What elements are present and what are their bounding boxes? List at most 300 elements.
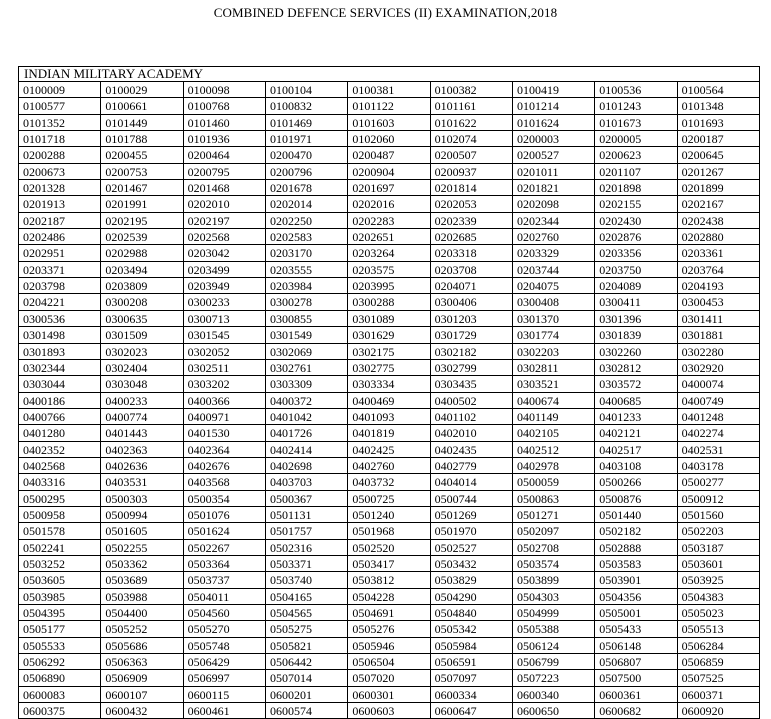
roll-number-cell: 0100382 xyxy=(431,82,513,98)
roll-number-cell: 0403108 xyxy=(595,458,677,474)
roll-number-cell: 0101460 xyxy=(184,115,266,131)
roll-number-cell: 0503985 xyxy=(19,589,101,605)
roll-number-cell: 0500994 xyxy=(101,507,183,523)
roll-number-cell: 0505270 xyxy=(184,621,266,637)
roll-number-cell: 0503812 xyxy=(348,572,430,588)
roll-number-cell: 0203995 xyxy=(348,278,430,294)
table-row xyxy=(19,344,759,360)
roll-number-cell: 0100009 xyxy=(19,82,101,98)
roll-number-cell: 0202197 xyxy=(184,213,266,229)
roll-number-cell: 0200464 xyxy=(184,147,266,163)
roll-number-cell: 0503737 xyxy=(184,572,266,588)
roll-number-cell: 0500744 xyxy=(431,491,513,507)
roll-number-cell: 0200003 xyxy=(513,131,595,147)
roll-number-cell: 0502203 xyxy=(678,523,759,539)
roll-number-cell: 0300713 xyxy=(184,311,266,327)
roll-number-cell: 0203809 xyxy=(101,278,183,294)
roll-number-cell: 0402121 xyxy=(595,425,677,441)
roll-number-cell: 0506284 xyxy=(678,638,759,654)
roll-number-cell: 0402636 xyxy=(101,458,183,474)
table-row xyxy=(19,572,759,588)
roll-number-cell: 0202195 xyxy=(101,213,183,229)
table-row xyxy=(19,164,759,180)
roll-number-cell: 0402676 xyxy=(184,458,266,474)
table-row xyxy=(19,605,759,621)
roll-number-cell: 0402414 xyxy=(266,442,348,458)
roll-number-cell: 0502520 xyxy=(348,540,430,556)
roll-number-cell: 0402435 xyxy=(431,442,513,458)
roll-number-cell: 0100577 xyxy=(19,98,101,114)
roll-number-cell: 0203494 xyxy=(101,262,183,278)
roll-number-cell: 0502241 xyxy=(19,540,101,556)
roll-number-cell: 0504383 xyxy=(678,589,759,605)
roll-number-cell: 0202685 xyxy=(431,229,513,245)
roll-number-cell: 0504565 xyxy=(266,605,348,621)
roll-number-cell: 0203750 xyxy=(595,262,677,278)
roll-number-cell: 0500303 xyxy=(101,491,183,507)
roll-number-cell: 0201697 xyxy=(348,180,430,196)
roll-number-cell: 0506363 xyxy=(101,654,183,670)
roll-number-cell: 0402978 xyxy=(513,458,595,474)
roll-number-cell: 0302761 xyxy=(266,360,348,376)
roll-number-cell: 0504290 xyxy=(431,589,513,605)
roll-number-cell: 0501131 xyxy=(266,507,348,523)
roll-number-cell: 0301549 xyxy=(266,327,348,343)
roll-number-cell: 0501271 xyxy=(513,507,595,523)
roll-number-cell: 0200795 xyxy=(184,164,266,180)
roll-number-cell: 0503583 xyxy=(595,556,677,572)
roll-number-cell: 0507097 xyxy=(431,670,513,686)
roll-number-cell: 0502708 xyxy=(513,540,595,556)
roll-number-cell: 0500725 xyxy=(348,491,430,507)
roll-number-cell: 0301089 xyxy=(348,311,430,327)
roll-number-cell: 0504691 xyxy=(348,605,430,621)
roll-number-cell: 0202283 xyxy=(348,213,430,229)
roll-number-cell: 0303044 xyxy=(19,376,101,392)
roll-number-cell: 0301545 xyxy=(184,327,266,343)
roll-number-cell: 0201328 xyxy=(19,180,101,196)
table-row xyxy=(19,589,759,605)
roll-number-cell: 0503252 xyxy=(19,556,101,572)
roll-number-cell: 0505177 xyxy=(19,621,101,637)
table-row xyxy=(19,360,759,376)
roll-number-cell: 0506148 xyxy=(595,638,677,654)
roll-number-cell: 0600432 xyxy=(101,703,183,719)
roll-number-cell: 0203575 xyxy=(348,262,430,278)
roll-number-cell: 0501968 xyxy=(348,523,430,539)
roll-number-cell: 0503605 xyxy=(19,572,101,588)
roll-number-cell: 0506799 xyxy=(513,654,595,670)
roll-number-cell: 0600115 xyxy=(184,687,266,703)
roll-number-cell: 0501970 xyxy=(431,523,513,539)
roll-number-cell: 0503417 xyxy=(348,556,430,572)
roll-number-cell: 0203764 xyxy=(678,262,759,278)
roll-number-cell: 0101971 xyxy=(266,131,348,147)
table-row xyxy=(19,278,759,294)
roll-number-cell: 0100536 xyxy=(595,82,677,98)
roll-number-cell: 0503187 xyxy=(678,540,759,556)
roll-number-cell: 0402517 xyxy=(595,442,677,458)
roll-number-cell: 0100661 xyxy=(101,98,183,114)
roll-number-cell: 0500266 xyxy=(595,474,677,490)
roll-number-cell: 0204193 xyxy=(678,278,759,294)
roll-number-cell: 0505686 xyxy=(101,638,183,654)
roll-number-cell: 0201991 xyxy=(101,196,183,212)
roll-number-cell: 0402274 xyxy=(678,425,759,441)
roll-number-cell: 0503574 xyxy=(513,556,595,572)
table-row xyxy=(19,687,759,703)
roll-number-cell: 0300453 xyxy=(678,294,759,310)
roll-number-cell: 0400074 xyxy=(678,376,759,392)
roll-number-cell: 0507500 xyxy=(595,670,677,686)
roll-number-cell: 0302511 xyxy=(184,360,266,376)
roll-number-cell: 0402568 xyxy=(19,458,101,474)
roll-number-cell: 0203264 xyxy=(348,245,430,261)
roll-number-cell: 0502267 xyxy=(184,540,266,556)
roll-number-cell: 0301881 xyxy=(678,327,759,343)
roll-number-cell: 0600301 xyxy=(348,687,430,703)
roll-number-cell: 0600083 xyxy=(19,687,101,703)
roll-number-cell: 0401530 xyxy=(184,425,266,441)
roll-number-cell: 0101788 xyxy=(101,131,183,147)
roll-number-cell: 0201814 xyxy=(431,180,513,196)
table-row xyxy=(19,703,759,719)
roll-number-cell: 0101469 xyxy=(266,115,348,131)
roll-number-cell: 0505533 xyxy=(19,638,101,654)
roll-number-cell: 0202760 xyxy=(513,229,595,245)
roll-number-cell: 0401233 xyxy=(595,409,677,425)
roll-number-cell: 0200005 xyxy=(595,131,677,147)
roll-number-cell: 0302404 xyxy=(101,360,183,376)
roll-number-cell: 0202339 xyxy=(431,213,513,229)
roll-number-cell: 0302052 xyxy=(184,344,266,360)
roll-number-cell: 0201678 xyxy=(266,180,348,196)
table-row xyxy=(19,311,759,327)
roll-number-cell: 0202098 xyxy=(513,196,595,212)
roll-number-cell: 0200527 xyxy=(513,147,595,163)
roll-number-cell: 0200507 xyxy=(431,147,513,163)
roll-number-cell: 0302775 xyxy=(348,360,430,376)
roll-number-cell: 0404014 xyxy=(431,474,513,490)
roll-number-cell: 0503601 xyxy=(678,556,759,572)
roll-number-cell: 0204221 xyxy=(19,294,101,310)
roll-number-cell: 0203949 xyxy=(184,278,266,294)
roll-number-cell: 0502888 xyxy=(595,540,677,556)
roll-number-cell: 0503740 xyxy=(266,572,348,588)
roll-number-cell: 0505748 xyxy=(184,638,266,654)
roll-number-cell: 0503432 xyxy=(431,556,513,572)
roll-number-cell: 0202053 xyxy=(431,196,513,212)
roll-number-cell: 0203984 xyxy=(266,278,348,294)
roll-number-cell: 0101936 xyxy=(184,131,266,147)
roll-number-cell: 0202988 xyxy=(101,245,183,261)
roll-number-cell: 0600682 xyxy=(595,703,677,719)
roll-number-cell: 0600574 xyxy=(266,703,348,719)
roll-number-cell: 0301396 xyxy=(595,311,677,327)
roll-number-cell: 0501757 xyxy=(266,523,348,539)
roll-number-cell: 0505252 xyxy=(101,621,183,637)
roll-number-cell: 0501624 xyxy=(184,523,266,539)
roll-number-cell: 0504303 xyxy=(513,589,595,605)
roll-number-cell: 0402352 xyxy=(19,442,101,458)
roll-number-cell: 0300411 xyxy=(595,294,677,310)
roll-number-cell: 0402512 xyxy=(513,442,595,458)
table-row xyxy=(19,507,759,523)
roll-number-cell: 0403568 xyxy=(184,474,266,490)
roll-number-cell: 0301774 xyxy=(513,327,595,343)
roll-number-cell: 0300233 xyxy=(184,294,266,310)
roll-number-cell: 0101348 xyxy=(678,98,759,114)
roll-number-cell: 0506859 xyxy=(678,654,759,670)
roll-number-cell: 0101352 xyxy=(19,115,101,131)
roll-number-cell: 0202539 xyxy=(101,229,183,245)
roll-number-cell: 0400971 xyxy=(184,409,266,425)
roll-number-cell: 0402105 xyxy=(513,425,595,441)
roll-number-cell: 0301203 xyxy=(431,311,513,327)
roll-number-cell: 0202876 xyxy=(595,229,677,245)
table-row xyxy=(19,327,759,343)
roll-number-cell: 0200487 xyxy=(348,147,430,163)
roll-number-cell: 0401042 xyxy=(266,409,348,425)
roll-number-cell: 0101673 xyxy=(595,115,677,131)
roll-number-cell: 0102060 xyxy=(348,131,430,147)
roll-number-cell: 0201467 xyxy=(101,180,183,196)
roll-number-cell: 0202187 xyxy=(19,213,101,229)
roll-number-cell: 0101718 xyxy=(19,131,101,147)
roll-number-cell: 0401280 xyxy=(19,425,101,441)
roll-number-cell: 0301729 xyxy=(431,327,513,343)
roll-number-cell: 0401093 xyxy=(348,409,430,425)
roll-number-cell: 0600920 xyxy=(678,703,759,719)
roll-number-cell: 0300278 xyxy=(266,294,348,310)
roll-number-cell: 0400685 xyxy=(595,393,677,409)
roll-number-cell: 0303572 xyxy=(595,376,677,392)
roll-number-cell: 0201107 xyxy=(595,164,677,180)
roll-number-cell: 0505275 xyxy=(266,621,348,637)
roll-number-cell: 0100104 xyxy=(266,82,348,98)
roll-number-cell: 0203042 xyxy=(184,245,266,261)
roll-number-cell: 0503988 xyxy=(101,589,183,605)
roll-number-cell: 0200470 xyxy=(266,147,348,163)
roll-number-cell: 0301893 xyxy=(19,344,101,360)
roll-number-cell: 0500354 xyxy=(184,491,266,507)
roll-number-cell: 0300408 xyxy=(513,294,595,310)
roll-number-cell: 0101122 xyxy=(348,98,430,114)
roll-number-cell: 0504400 xyxy=(101,605,183,621)
roll-number-cell: 0600201 xyxy=(266,687,348,703)
roll-number-cell: 0506429 xyxy=(184,654,266,670)
roll-number-cell: 0200455 xyxy=(101,147,183,163)
roll-number-cell: 0203329 xyxy=(513,245,595,261)
roll-number-cell: 0507525 xyxy=(678,670,759,686)
roll-number-cell: 0303309 xyxy=(266,376,348,392)
table-row xyxy=(19,131,759,147)
roll-number-cell: 0200288 xyxy=(19,147,101,163)
roll-number-cell: 0501578 xyxy=(19,523,101,539)
roll-number-cell: 0202486 xyxy=(19,229,101,245)
roll-number-cell: 0506909 xyxy=(101,670,183,686)
roll-number-cell: 0302203 xyxy=(513,344,595,360)
table-row xyxy=(19,82,759,98)
roll-number-cell: 0300855 xyxy=(266,311,348,327)
table-row xyxy=(19,376,759,392)
roll-number-cell: 0506504 xyxy=(348,654,430,670)
roll-number-cell: 0600361 xyxy=(595,687,677,703)
roll-number-cell: 0100832 xyxy=(266,98,348,114)
roll-number-cell: 0600603 xyxy=(348,703,430,719)
roll-number-cell: 0203798 xyxy=(19,278,101,294)
roll-number-cell: 0302023 xyxy=(101,344,183,360)
roll-number-cell: 0202010 xyxy=(184,196,266,212)
roll-number-cell: 0303435 xyxy=(431,376,513,392)
roll-number-cell: 0502527 xyxy=(431,540,513,556)
roll-number-cell: 0501440 xyxy=(595,507,677,523)
table-row xyxy=(19,245,759,261)
roll-number-cell: 0102074 xyxy=(431,131,513,147)
table-row xyxy=(19,425,759,441)
roll-number-cell: 0506807 xyxy=(595,654,677,670)
roll-number-cell: 0101214 xyxy=(513,98,595,114)
roll-number-cell: 0600340 xyxy=(513,687,595,703)
roll-number-cell: 0202951 xyxy=(19,245,101,261)
table-row xyxy=(19,147,759,163)
roll-number-cell: 0202568 xyxy=(184,229,266,245)
roll-number-cell: 0400502 xyxy=(431,393,513,409)
roll-number-cell: 0202344 xyxy=(513,213,595,229)
table-row xyxy=(19,621,759,637)
roll-number-cell: 0202016 xyxy=(348,196,430,212)
roll-number-cell: 0300635 xyxy=(101,311,183,327)
roll-number-cell: 0302344 xyxy=(19,360,101,376)
table-row xyxy=(19,115,759,131)
roll-number-cell: 0101603 xyxy=(348,115,430,131)
roll-number-cell: 0200673 xyxy=(19,164,101,180)
roll-number-cell: 0505946 xyxy=(348,638,430,654)
roll-number-cell: 0302812 xyxy=(595,360,677,376)
roll-number-cell: 0201821 xyxy=(513,180,595,196)
roll-number-cell: 0600647 xyxy=(431,703,513,719)
roll-number-cell: 0502255 xyxy=(101,540,183,556)
roll-number-cell: 0401819 xyxy=(348,425,430,441)
roll-number-cell: 0302182 xyxy=(431,344,513,360)
roll-number-cell: 0403178 xyxy=(678,458,759,474)
roll-number-cell: 0402364 xyxy=(184,442,266,458)
roll-number-cell: 0401726 xyxy=(266,425,348,441)
table-row xyxy=(19,98,759,114)
roll-number-cell: 0400233 xyxy=(101,393,183,409)
roll-number-cell: 0201913 xyxy=(19,196,101,212)
roll-number-cell: 0203170 xyxy=(266,245,348,261)
roll-number-cell: 0302280 xyxy=(678,344,759,360)
roll-number-cell: 0505023 xyxy=(678,605,759,621)
roll-number-cell: 0505513 xyxy=(678,621,759,637)
roll-number-cell: 0101693 xyxy=(678,115,759,131)
roll-number-cell: 0506890 xyxy=(19,670,101,686)
table-row xyxy=(19,196,759,212)
roll-number-cell: 0301370 xyxy=(513,311,595,327)
roll-number-cell: 0300536 xyxy=(19,311,101,327)
roll-number-cell: 0400186 xyxy=(19,393,101,409)
roll-number-cell: 0401443 xyxy=(101,425,183,441)
roll-number-cell: 0200937 xyxy=(431,164,513,180)
roll-number-cell: 0402363 xyxy=(101,442,183,458)
roll-number-cell: 0402425 xyxy=(348,442,430,458)
roll-number-cell: 0300406 xyxy=(431,294,513,310)
roll-number-cell: 0402760 xyxy=(348,458,430,474)
roll-number-cell: 0303521 xyxy=(513,376,595,392)
table-row xyxy=(19,638,759,654)
roll-number-cell: 0504395 xyxy=(19,605,101,621)
roll-number-cell: 0501269 xyxy=(431,507,513,523)
roll-number-cell: 0504011 xyxy=(184,589,266,605)
roll-number-cell: 0303334 xyxy=(348,376,430,392)
roll-number-cell: 0503364 xyxy=(184,556,266,572)
roll-number-cell: 0204089 xyxy=(595,278,677,294)
roll-number-cell: 0203356 xyxy=(595,245,677,261)
table-row xyxy=(19,180,759,196)
table-row xyxy=(19,262,759,278)
roll-number-cell: 0400674 xyxy=(513,393,595,409)
roll-number-cell: 0502316 xyxy=(266,540,348,556)
roll-number-cell: 0600650 xyxy=(513,703,595,719)
roll-number-cell: 0500912 xyxy=(678,491,759,507)
roll-number-cell: 0100381 xyxy=(348,82,430,98)
roll-number-cell: 0200796 xyxy=(266,164,348,180)
results-table xyxy=(18,66,760,719)
roll-number-cell: 0506442 xyxy=(266,654,348,670)
roll-number-cell: 0203744 xyxy=(513,262,595,278)
roll-number-cell: 0505001 xyxy=(595,605,677,621)
roll-number-cell: 0500367 xyxy=(266,491,348,507)
roll-number-cell: 0303202 xyxy=(184,376,266,392)
roll-number-cell: 0507223 xyxy=(513,670,595,686)
roll-number-cell: 0400372 xyxy=(266,393,348,409)
roll-number-cell: 0203361 xyxy=(678,245,759,261)
roll-number-cell: 0202167 xyxy=(678,196,759,212)
roll-number-cell: 0300208 xyxy=(101,294,183,310)
table-row xyxy=(19,523,759,539)
table-row xyxy=(19,540,759,556)
roll-number-cell: 0201267 xyxy=(678,164,759,180)
roll-number-cell: 0202014 xyxy=(266,196,348,212)
roll-number-cell: 0400774 xyxy=(101,409,183,425)
roll-number-cell: 0501240 xyxy=(348,507,430,523)
roll-number-cell: 0502182 xyxy=(595,523,677,539)
roll-number-cell: 0501605 xyxy=(101,523,183,539)
roll-number-cell: 0505433 xyxy=(595,621,677,637)
roll-number-cell: 0506292 xyxy=(19,654,101,670)
roll-number-cell: 0401248 xyxy=(678,409,759,425)
table-row xyxy=(19,670,759,686)
roll-number-cell: 0501076 xyxy=(184,507,266,523)
roll-number-cell: 0100564 xyxy=(678,82,759,98)
roll-number-cell: 0503925 xyxy=(678,572,759,588)
roll-number-cell: 0200187 xyxy=(678,131,759,147)
roll-number-cell: 0503829 xyxy=(431,572,513,588)
roll-number-cell: 0403703 xyxy=(266,474,348,490)
roll-number-cell: 0302069 xyxy=(266,344,348,360)
roll-number-cell: 0302811 xyxy=(513,360,595,376)
roll-number-cell: 0505984 xyxy=(431,638,513,654)
roll-number-cell: 0200623 xyxy=(595,147,677,163)
roll-number-cell: 0301509 xyxy=(101,327,183,343)
roll-number-cell: 0503362 xyxy=(101,556,183,572)
roll-number-cell: 0600371 xyxy=(678,687,759,703)
roll-number-cell: 0600334 xyxy=(431,687,513,703)
roll-number-cell: 0504228 xyxy=(348,589,430,605)
roll-number-cell: 0400366 xyxy=(184,393,266,409)
roll-number-cell: 0503689 xyxy=(101,572,183,588)
